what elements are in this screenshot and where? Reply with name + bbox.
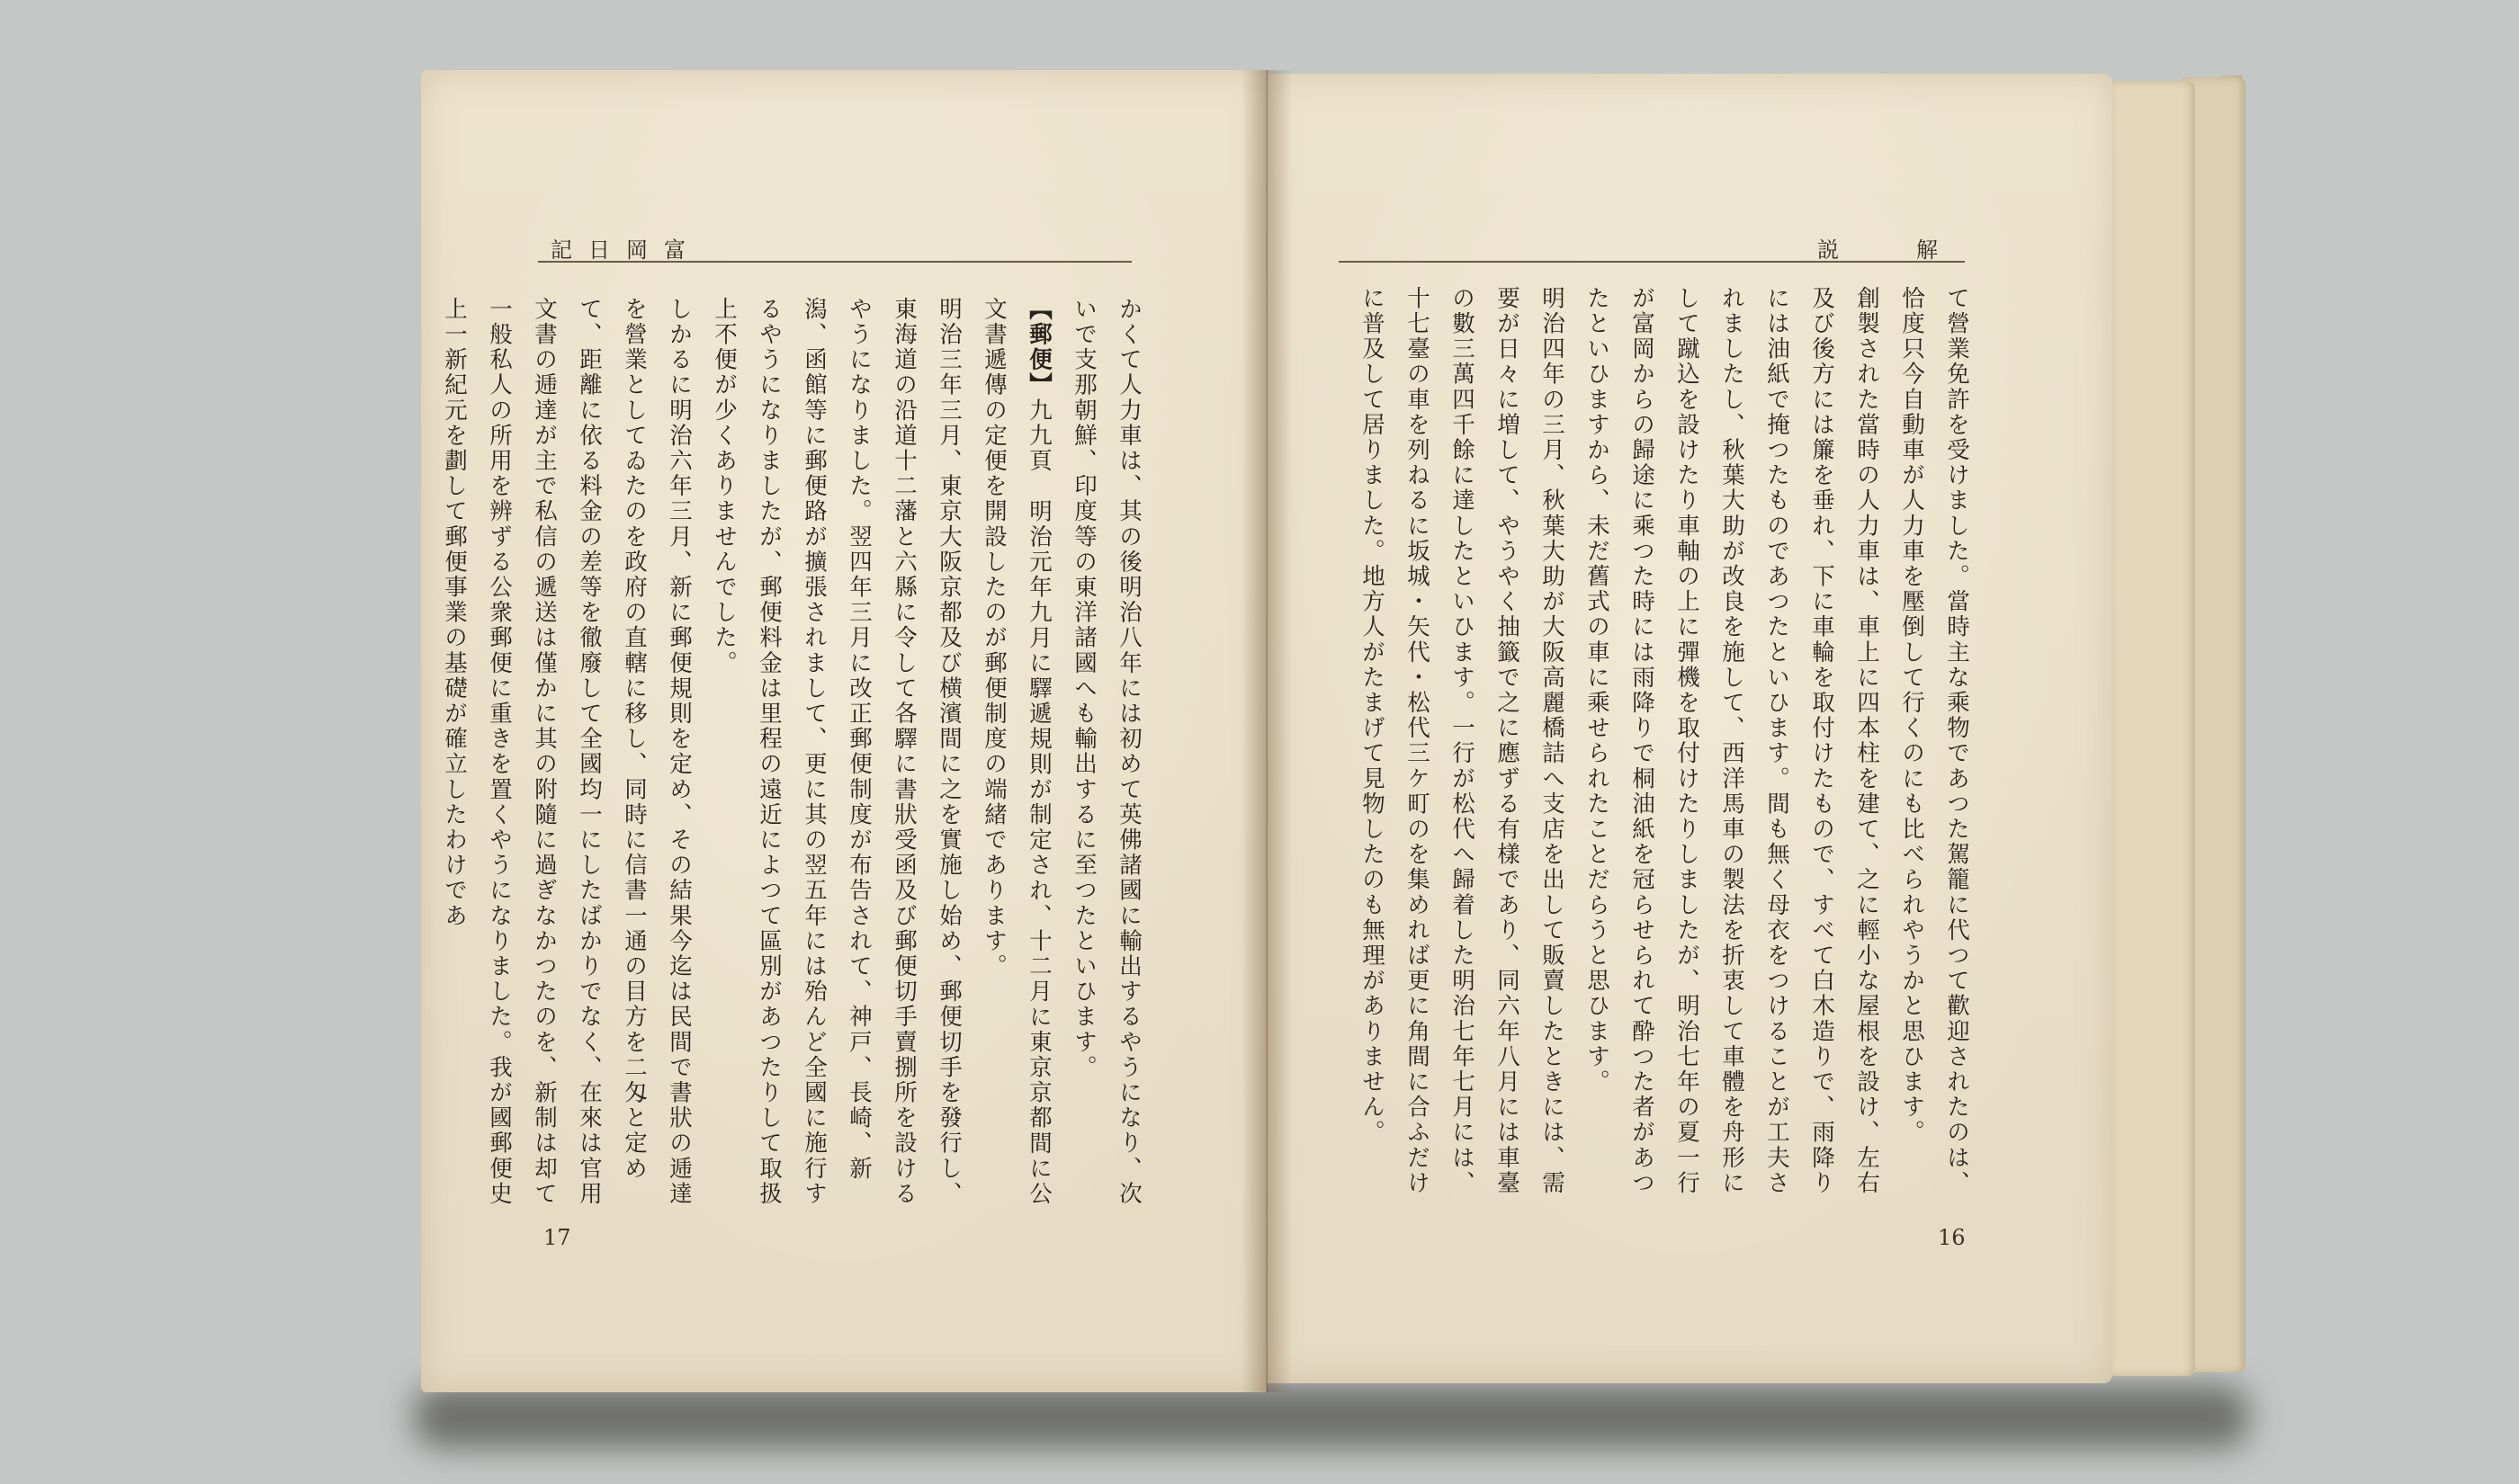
right-paragraph-3: 明治四年の三月、秋葉大助が大阪高麗橋詰へ支店を出して販賣したときには、需要が日々に増して、やうやく抽籤で之に應ずる有樣であり、同六年八月には車臺の數三萬四千餘に達したといひます。一行が松代へ歸着した明治七年七月には、十七臺の車を列ねるに坂城・矢代・松代三ケ町のを集めれば更に角間に合ふだけに普及して居りました。地方人がたまげて見物したのも無理がありません。	[1358, 286, 1565, 1196]
left-paragraph-1: かくて人力車は、其の後明治八年には初めて英佛諸國に輸出するやうになり、次いで支那朝鮮、印度等の東洋諸國へも輸出するに至つたといひます。	[1071, 297, 1143, 1207]
left-page-number: 17	[543, 1225, 571, 1250]
left-paragraph-4: しかるに明治六年三月、新に郵便規則を定め、その結果今迄は民間で書狀の逓達を營業としてゐたのを政府の直轄に移し、同時に信書一通の目方を二匁と定めて、距離に依る料金の差等を徹廢して全國均一にしたばかりでなく、在來は官用文書の逓達が主で私信の遞送は僅かに其の附隨に過ぎなかつたのを、新制は却て一般私人の所用を辨ずる公衆郵便に重きを置くやうになりました。我が國郵便史上一新紀元を劃して郵便事業の基礎が確立したわけであ	[441, 297, 693, 1207]
left-paragraph-3: 明治三年三月、東京大阪京都及び横濱間に之を實施し始め、郵便切手を發行し、東海道の沿道十二藩と六縣に令して各驛に書狀受函及び郵便切手賣捌所を設けるやうになりました。翌四年三月に改正郵便制度が布告されて、神戸、長崎、新潟、函館等に郵便路が擴張されまして、更に其の翌五年には殆んど全國に施行するやうになりましたが、郵便料金は里程の遠近によつて區別があつたりして取扱上不便が少くありませんでした。	[711, 297, 963, 1207]
right-paragraph-2: 創製された當時の人力車は、車上に四本柱を建て、之に輕小な屋根を設け、左右及び後方には簾を垂れ、下に車輪を取付けたもので、すべて白木造りで、雨降りには油紙で掩つたものであつたといひます。間も無く母衣をつけることが工夫されましたし、秋葉大助が改良を施して、西洋馬車の製法を折衷して車體を舟形にして蹴込を設けたり車軸の上に彈機を取付けたりしましたが、明治七年の夏一行が富岡からの歸途に乘つた時には雨降りで桐油紙を冠らせられて酔つた者があつたといひますから、未だ舊式の車に乘せられたことだらうと思ひます。	[1583, 286, 1880, 1196]
left-paragraph-2-text: 明治元年九月に驛遞規則が制定され、十二月に東京京都間に公文書遞傳の定便を開設したのが郵便制度の端緒であります。	[981, 297, 1053, 1207]
annotation-page-ref: 九九頁	[1026, 398, 1053, 474]
left-running-header: 記日岡富	[551, 237, 702, 263]
right-page-number: 16	[1938, 1225, 1966, 1250]
book-gutter	[1242, 70, 1292, 1392]
left-body-text	[441, 297, 1152, 1223]
right-paragraph-1: て營業免許を受けました。當時主な乘物であつた駕籠に代つて歡迎されたのは、恰度只今自動車が人力車を壓倒して行くのにも比べられやうかと思ひます。	[1898, 286, 1970, 1196]
annotation-label: 【郵便】	[1026, 297, 1053, 398]
book-shadow	[414, 1385, 2249, 1448]
right-body-text	[1340, 286, 1979, 1212]
left-paragraph-2	[972, 297, 1062, 1223]
page-edge-1	[2112, 81, 2195, 1376]
right-running-header: 説解	[1817, 237, 2015, 263]
